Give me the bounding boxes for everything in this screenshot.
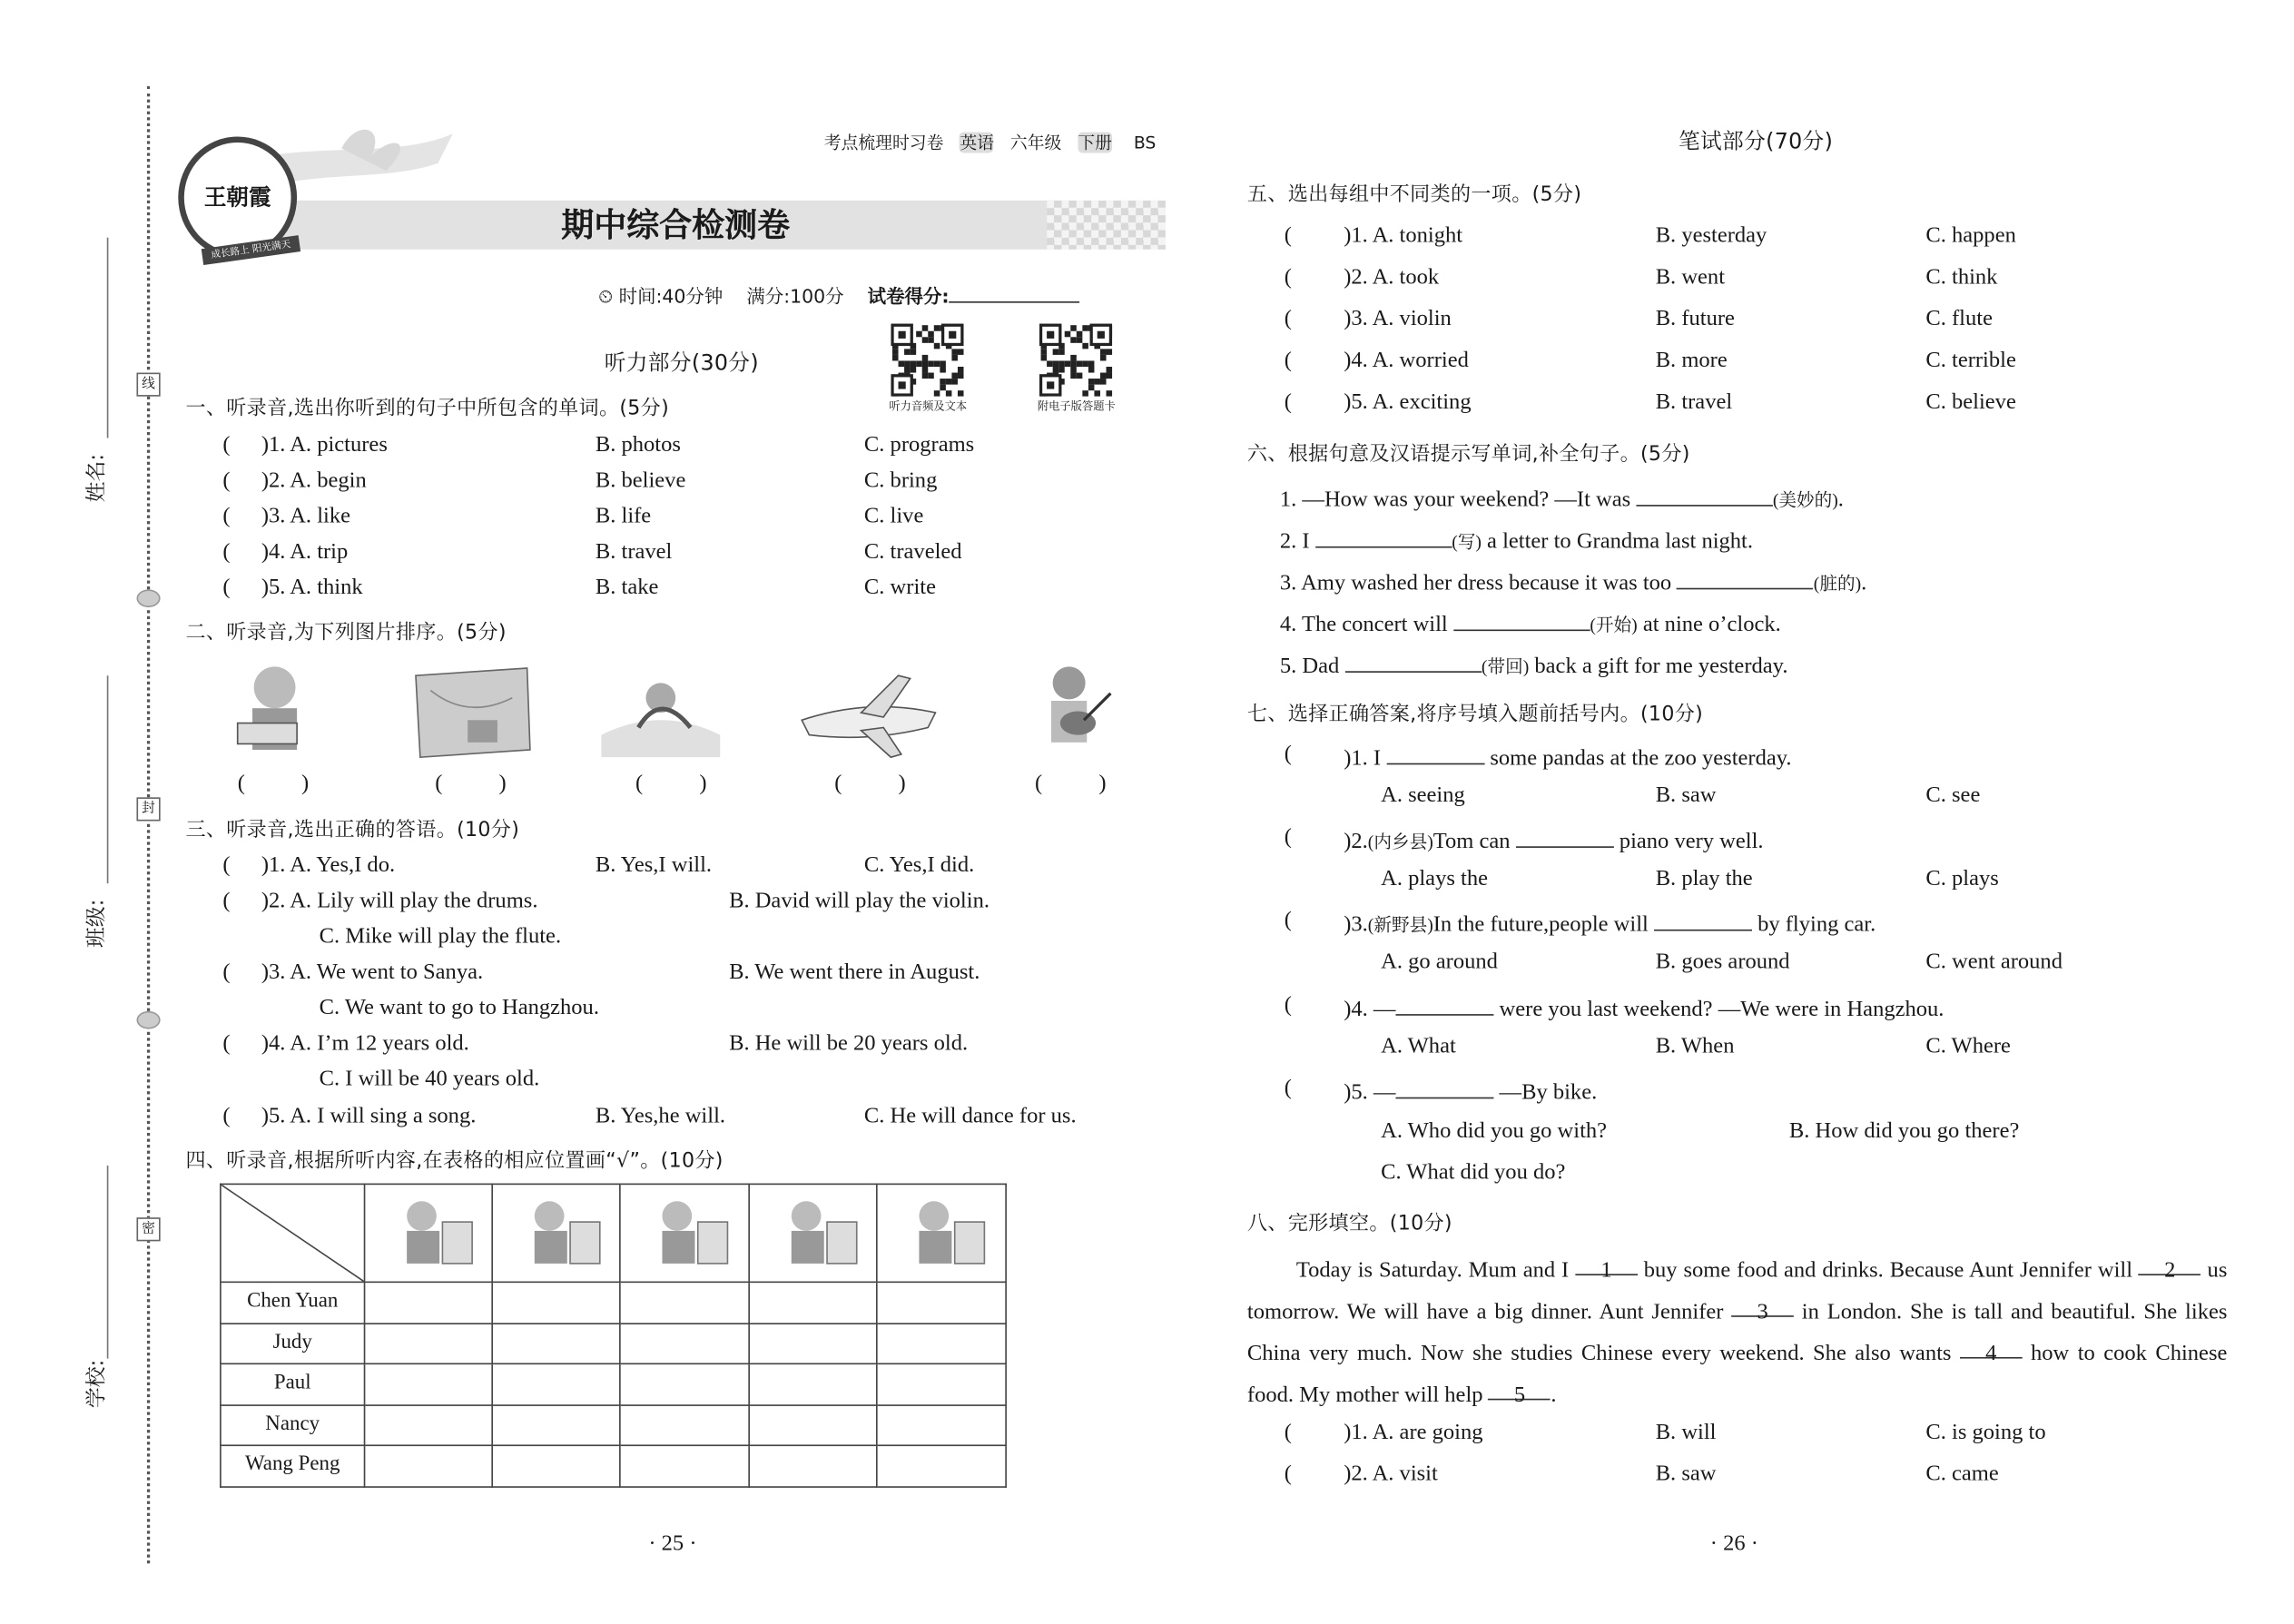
question-stem	[1344, 1074, 1597, 1104]
answer-paren[interactable]: (	[1284, 390, 1292, 415]
map-picture	[409, 661, 535, 764]
flowers-art-picture	[365, 1184, 493, 1282]
logo-text: 王朝霞	[203, 183, 271, 212]
option-c: C. What did you do?	[1381, 1161, 1566, 1186]
chinese-hint: (开始)	[1590, 615, 1638, 636]
qr-label-audio: 听力音频及文本	[889, 399, 968, 413]
section-3-heading: 三、听录音,选出正确的答语。(10分)	[185, 818, 520, 842]
option-a: )2. A. visit	[1344, 1462, 1438, 1487]
word-blank[interactable]	[1315, 523, 1452, 548]
girl-guitar-picture	[1025, 661, 1114, 764]
row-name: Wang Peng	[221, 1445, 365, 1486]
sentence-text: 1. —How was your weekend? —It was	[1279, 488, 1637, 513]
tick-cell[interactable]	[749, 1323, 877, 1363]
boy-reading-picture	[215, 661, 327, 764]
option-c: C. traveled	[863, 540, 962, 565]
logo-slogan: 成长路上 阳光满天	[202, 235, 300, 265]
seal-mark-secret: 密	[136, 1217, 160, 1241]
word-blank[interactable]	[1516, 822, 1614, 848]
answer-paren[interactable]: (	[635, 772, 644, 796]
question-stem	[1344, 740, 1791, 770]
answer-paren[interactable]: (	[1284, 825, 1292, 850]
series-subject: 英语	[960, 132, 994, 153]
sentence-text: 2. I	[1279, 529, 1315, 555]
row-name: Chen Yuan	[221, 1282, 365, 1323]
option-a: )3. A. like	[261, 505, 351, 529]
region-tag: (新野县)	[1367, 914, 1433, 936]
answer-paren[interactable]: (	[237, 772, 245, 796]
option-a: A. go around	[1381, 950, 1498, 974]
stem-text: some pandas at the zoo yesterday.	[1484, 746, 1792, 771]
stem-text: piano very well.	[1613, 830, 1764, 854]
answer-paren[interactable]: (	[1035, 772, 1043, 796]
option-b: B. play the	[1655, 867, 1753, 891]
fill-in-sentence	[1280, 481, 1844, 511]
row-name: Paul	[221, 1363, 365, 1404]
tick-cell[interactable]	[749, 1445, 877, 1486]
option-b: B. We went there in August.	[729, 960, 980, 985]
school-label: 学校:	[84, 1359, 109, 1409]
series-header	[824, 128, 1157, 158]
fill-in-sentence	[1280, 523, 1753, 553]
option-b: B. yesterday	[1655, 223, 1767, 249]
score-field[interactable]	[950, 278, 1080, 303]
tick-cell[interactable]	[877, 1404, 1006, 1445]
option-a: )4. A. I’m 12 years old.	[261, 1031, 469, 1056]
name-underline[interactable]	[107, 238, 109, 438]
stem-text: —	[1367, 998, 1396, 1022]
option-a: )2. A. begin	[261, 468, 367, 494]
school-underline[interactable]	[107, 1166, 109, 1359]
sentence-text: a letter to Grandma last night.	[1481, 529, 1754, 555]
tick-cell[interactable]	[749, 1404, 877, 1445]
girl-desk-picture	[492, 1184, 620, 1282]
section-2-heading: 二、听录音,为下列图片排序。(5分)	[185, 620, 507, 645]
qr-code-icon[interactable]	[1039, 324, 1114, 397]
option-c: C. programs	[863, 433, 975, 458]
question-number: )4.	[1344, 998, 1368, 1022]
answer-paren[interactable]: (	[1284, 307, 1292, 331]
tick-cell[interactable]	[749, 1363, 877, 1404]
option-a: )3. A. We went to Sanya.	[261, 960, 484, 985]
option-c: C. flute	[1925, 307, 1993, 331]
exam-full-score: 满分:100分	[746, 285, 844, 308]
option-c: C. plays	[1925, 867, 1999, 891]
tick-cell[interactable]	[620, 1445, 749, 1486]
chinese-hint: (带回)	[1481, 655, 1530, 677]
option-c: C. He will dance for us.	[863, 1104, 1077, 1129]
option-a: )3. A. violin	[1344, 307, 1452, 331]
cloze-passage	[1247, 1250, 2227, 1416]
answer-paren[interactable]: (	[1284, 265, 1292, 290]
word-blank[interactable]	[1677, 565, 1813, 590]
class-underline[interactable]	[107, 675, 109, 883]
option-b: B. Yes,I will.	[595, 853, 713, 878]
sentence-text: back a gift for me yesterday.	[1529, 655, 1788, 679]
option-b: B. goes around	[1655, 950, 1790, 974]
tick-cell[interactable]	[877, 1363, 1006, 1404]
banner-checker-pattern	[1047, 201, 1166, 250]
option-b: B. take	[595, 576, 659, 600]
option-a: A. What	[1381, 1035, 1456, 1059]
option-c: C. write	[863, 576, 936, 600]
tick-cell[interactable]	[365, 1363, 493, 1404]
exam-time: 时间:40分钟	[618, 285, 724, 308]
word-blank[interactable]	[1636, 481, 1772, 507]
option-b: B. Yes,he will.	[595, 1104, 726, 1129]
decorative-circle-icon	[136, 1011, 160, 1029]
table-row	[221, 1445, 1006, 1486]
word-blank[interactable]	[1395, 990, 1493, 1016]
section-1-heading: 一、听录音,选出你听到的句子中所包含的单词。(5分)	[185, 396, 670, 420]
passage-text: in London. She is tall and beautiful. She likes China very much. Now she studies Chinese every weekend. She also wants	[1246, 1300, 2228, 1366]
answer-paren[interactable]: (	[1284, 349, 1292, 373]
answer-paren[interactable]: (	[222, 505, 231, 529]
tick-cell[interactable]	[492, 1323, 620, 1363]
passage-text: .	[1551, 1383, 1557, 1408]
sofa-tv-picture	[620, 1184, 749, 1282]
answer-paren[interactable]: (	[834, 772, 842, 796]
tick-cell[interactable]	[749, 1282, 877, 1323]
written-heading: 笔试部分(70分)	[1678, 130, 1834, 155]
tick-cell[interactable]	[492, 1282, 620, 1323]
option-c: C. terrible	[1925, 349, 2016, 373]
sentence-text: at nine o’clock.	[1637, 613, 1781, 637]
option-b: B. believe	[595, 468, 686, 494]
word-blank[interactable]	[1386, 740, 1484, 765]
answer-paren[interactable]: (	[1284, 1462, 1292, 1487]
tick-cell[interactable]	[877, 1323, 1006, 1363]
option-a: )1. A. tonight	[1344, 223, 1463, 249]
answer-paren[interactable]: (	[435, 772, 443, 796]
diagonal-header-cell	[221, 1184, 365, 1282]
option-b: B. travel	[1655, 390, 1733, 415]
option-b: B. When	[1655, 1035, 1735, 1059]
stem-text: —By bike.	[1493, 1080, 1598, 1105]
chinese-hint: (脏的)	[1813, 573, 1862, 595]
tick-cell[interactable]	[492, 1445, 620, 1486]
tick-cell[interactable]	[365, 1323, 493, 1363]
option-a: )2. A. Lily will play the drums.	[261, 889, 538, 913]
stem-text: were you last weekend? —We were in Hangzhou.	[1493, 998, 1944, 1022]
option-c: C. Yes,I did.	[863, 853, 975, 878]
page-title: 期中综合检测卷	[561, 207, 791, 245]
row-name: Nancy	[221, 1404, 365, 1445]
option-c: C. went around	[1925, 950, 2063, 974]
decorative-circle-icon	[136, 589, 160, 607]
question-number: )1.	[1344, 746, 1368, 771]
option-a: A. Who did you go with?	[1381, 1119, 1608, 1144]
option-b: B. He will be 20 years old.	[729, 1031, 969, 1056]
option-a: )5. A. exciting	[1344, 390, 1472, 415]
option-c: C. came	[1925, 1462, 1999, 1487]
cloze-blank[interactable]: 3	[1731, 1292, 1794, 1317]
question-stem	[1344, 822, 1763, 852]
option-a: )1. A. pictures	[261, 433, 388, 458]
option-b: B. will	[1655, 1421, 1717, 1445]
word-blank[interactable]	[1453, 605, 1590, 631]
answer-table	[220, 1184, 1007, 1487]
tick-cell[interactable]	[877, 1445, 1006, 1486]
answer-paren[interactable]: (	[1284, 1421, 1292, 1445]
option-b: B. saw	[1655, 783, 1717, 808]
page-number-left: · 25 ·	[648, 1531, 697, 1557]
answer-paren[interactable]: (	[1284, 742, 1292, 766]
option-a: )2. A. took	[1344, 265, 1440, 290]
option-a: )1. A. are going	[1344, 1421, 1483, 1445]
question-number: )2.	[1344, 830, 1368, 854]
cloze-blank[interactable]: 1	[1575, 1250, 1638, 1275]
option-c: C. We want to go to Hangzhou.	[319, 996, 599, 1020]
option-b: B. went	[1655, 265, 1726, 290]
word-blank[interactable]	[1654, 906, 1752, 931]
answer-paren[interactable]: (	[1284, 1076, 1292, 1100]
question-stem	[1344, 990, 1944, 1020]
tick-cell[interactable]	[620, 1282, 749, 1323]
answer-paren[interactable]: (	[222, 853, 231, 878]
section-7-heading: 七、选择正确答案,将序号填入题前括号内。(10分)	[1246, 702, 1704, 726]
fill-in-sentence	[1280, 565, 1866, 595]
chinese-hint: (写)	[1452, 531, 1482, 553]
swimming-picture	[594, 661, 727, 764]
series-grade: 六年级	[1009, 132, 1062, 153]
tick-cell[interactable]	[877, 1282, 1006, 1323]
option-c: C. happen	[1925, 223, 2016, 249]
sentence-text: 5. Dad	[1279, 655, 1345, 679]
row-name: Judy	[221, 1323, 365, 1363]
answer-paren[interactable]: (	[222, 576, 231, 600]
chinese-hint: (美妙的)	[1772, 489, 1838, 511]
tick-cell[interactable]	[492, 1404, 620, 1445]
option-b: B. photos	[595, 433, 681, 458]
qr-code-icon[interactable]	[891, 324, 965, 397]
tick-cell[interactable]	[620, 1363, 749, 1404]
family-door-picture	[877, 1184, 1006, 1282]
clock-icon: ⏲	[598, 285, 614, 308]
option-a: A. seeing	[1381, 783, 1465, 808]
answer-paren[interactable]: (	[222, 960, 231, 985]
seal-mark-seal: 封	[136, 797, 160, 821]
question-stem	[1344, 906, 1876, 936]
answer-paren-close: )	[301, 772, 310, 796]
sentence-text: .	[1861, 571, 1867, 595]
section-5-heading: 五、选出每组中不同类的一项。(5分)	[1246, 182, 1582, 207]
tick-cell[interactable]	[365, 1282, 493, 1323]
answer-paren-close: )	[699, 772, 707, 796]
table-row	[221, 1363, 1006, 1404]
option-a: )5. A. think	[261, 576, 363, 600]
stem-text: by flying car.	[1751, 912, 1876, 938]
word-blank[interactable]	[1395, 1074, 1493, 1099]
option-b: B. David will play the violin.	[729, 889, 989, 913]
tick-cell[interactable]	[492, 1363, 620, 1404]
option-b: B. How did you go there?	[1788, 1119, 2020, 1144]
table-row	[221, 1323, 1006, 1363]
passage-text: buy some food and drinks. Because Aunt Jennifer will	[1637, 1258, 2139, 1284]
page-number-right: · 26 ·	[1709, 1531, 1758, 1557]
cloze-blank[interactable]: 4	[1960, 1334, 2023, 1359]
exam-score-label: 试卷得分:	[867, 285, 950, 308]
passage-text: how to cook Chinese food. My mother will help	[1246, 1342, 2228, 1408]
cloze-blank[interactable]: 2	[2139, 1250, 2201, 1275]
answer-paren[interactable]: (	[1284, 993, 1292, 1018]
passage-text: Today is Saturday. Mum and I	[1295, 1258, 1576, 1284]
series-edition: BS	[1133, 132, 1157, 153]
option-b: B. saw	[1655, 1462, 1717, 1487]
answer-paren[interactable]: (	[1284, 223, 1292, 249]
answer-paren[interactable]: (	[222, 1104, 231, 1129]
series-book: 考点梳理时习卷	[823, 132, 944, 153]
name-label: 姓名:	[84, 453, 109, 503]
stem-text: —	[1367, 1080, 1396, 1105]
listening-heading: 听力部分(30分)	[604, 351, 759, 376]
fill-in-sentence	[1280, 605, 1781, 635]
tick-cell[interactable]	[365, 1445, 493, 1486]
answer-paren[interactable]: (	[222, 1031, 231, 1056]
word-blank[interactable]	[1344, 647, 1481, 673]
answer-paren-close: )	[498, 772, 507, 796]
option-c: C. bring	[863, 468, 938, 494]
answer-paren[interactable]: (	[222, 468, 231, 494]
passage-text: us tomorrow. We will have a big dinner. Aunt Jennifer	[1246, 1258, 2228, 1324]
section-4-heading: 四、听录音,根据所听内容,在表格的相应位置画“√”。(10分)	[185, 1148, 724, 1174]
answer-paren[interactable]: (	[1284, 908, 1292, 933]
tick-cell[interactable]	[620, 1404, 749, 1445]
option-c: C. see	[1925, 783, 1981, 808]
option-a: )4. A. worried	[1344, 349, 1469, 373]
fill-in-sentence	[1280, 647, 1788, 677]
tick-cell[interactable]	[365, 1404, 493, 1445]
region-tag: (内乡县)	[1367, 831, 1433, 852]
option-a: )1. A. Yes,I do.	[261, 853, 396, 878]
question-number: )5.	[1344, 1080, 1368, 1105]
option-a: )4. A. trip	[261, 540, 349, 565]
answer-paren[interactable]: (	[222, 433, 231, 458]
option-c: C. I will be 40 years old.	[319, 1067, 540, 1092]
option-c: C. Where	[1925, 1035, 2011, 1059]
option-c: C. is going to	[1925, 1421, 2046, 1445]
seal-mark-line: 线	[136, 373, 160, 397]
option-a: )5. A. I will sing a song.	[261, 1104, 477, 1129]
option-c: C. think	[1925, 265, 1998, 290]
option-a: A. plays the	[1381, 867, 1488, 891]
sentence-text: 4. The concert will	[1279, 613, 1453, 637]
section-8-heading: 八、完形填空。(10分)	[1246, 1211, 1452, 1235]
exam-info	[598, 278, 1079, 308]
answer-paren-close: )	[898, 772, 906, 796]
qr-label-answer-card: 附电子版答题卡	[1037, 399, 1116, 413]
option-b: B. travel	[595, 540, 673, 565]
question-number: )3.	[1344, 912, 1368, 938]
airplane-picture	[794, 661, 943, 764]
series-volume: 下册	[1078, 132, 1112, 153]
section-6-heading: 六、根据句意及汉语提示写单词,补全句子。(5分)	[1246, 442, 1690, 467]
answer-paren-close: )	[1098, 772, 1107, 796]
sentence-text: .	[1837, 488, 1844, 513]
option-c: C. believe	[1925, 390, 2016, 415]
stem-text: Tom can	[1433, 830, 1516, 854]
class-label: 班级:	[84, 899, 109, 949]
boy-book-picture	[749, 1184, 877, 1282]
tick-cell[interactable]	[620, 1323, 749, 1363]
sentence-text: 3. Amy washed her dress because it was too	[1279, 571, 1678, 595]
table-row	[221, 1282, 1006, 1323]
option-c: C. live	[863, 505, 924, 529]
answer-paren[interactable]: (	[222, 889, 231, 913]
answer-paren[interactable]: (	[222, 540, 231, 565]
binding-dotted-line	[147, 86, 150, 1563]
table-row	[221, 1404, 1006, 1445]
cloze-blank[interactable]: 5	[1489, 1375, 1551, 1401]
option-b: B. more	[1655, 349, 1728, 373]
option-c: C. Mike will play the flute.	[319, 924, 562, 950]
option-b: B. life	[595, 505, 652, 529]
stem-text: I	[1367, 746, 1387, 771]
option-b: B. future	[1655, 307, 1735, 331]
stem-text: In the future,people will	[1433, 912, 1655, 938]
